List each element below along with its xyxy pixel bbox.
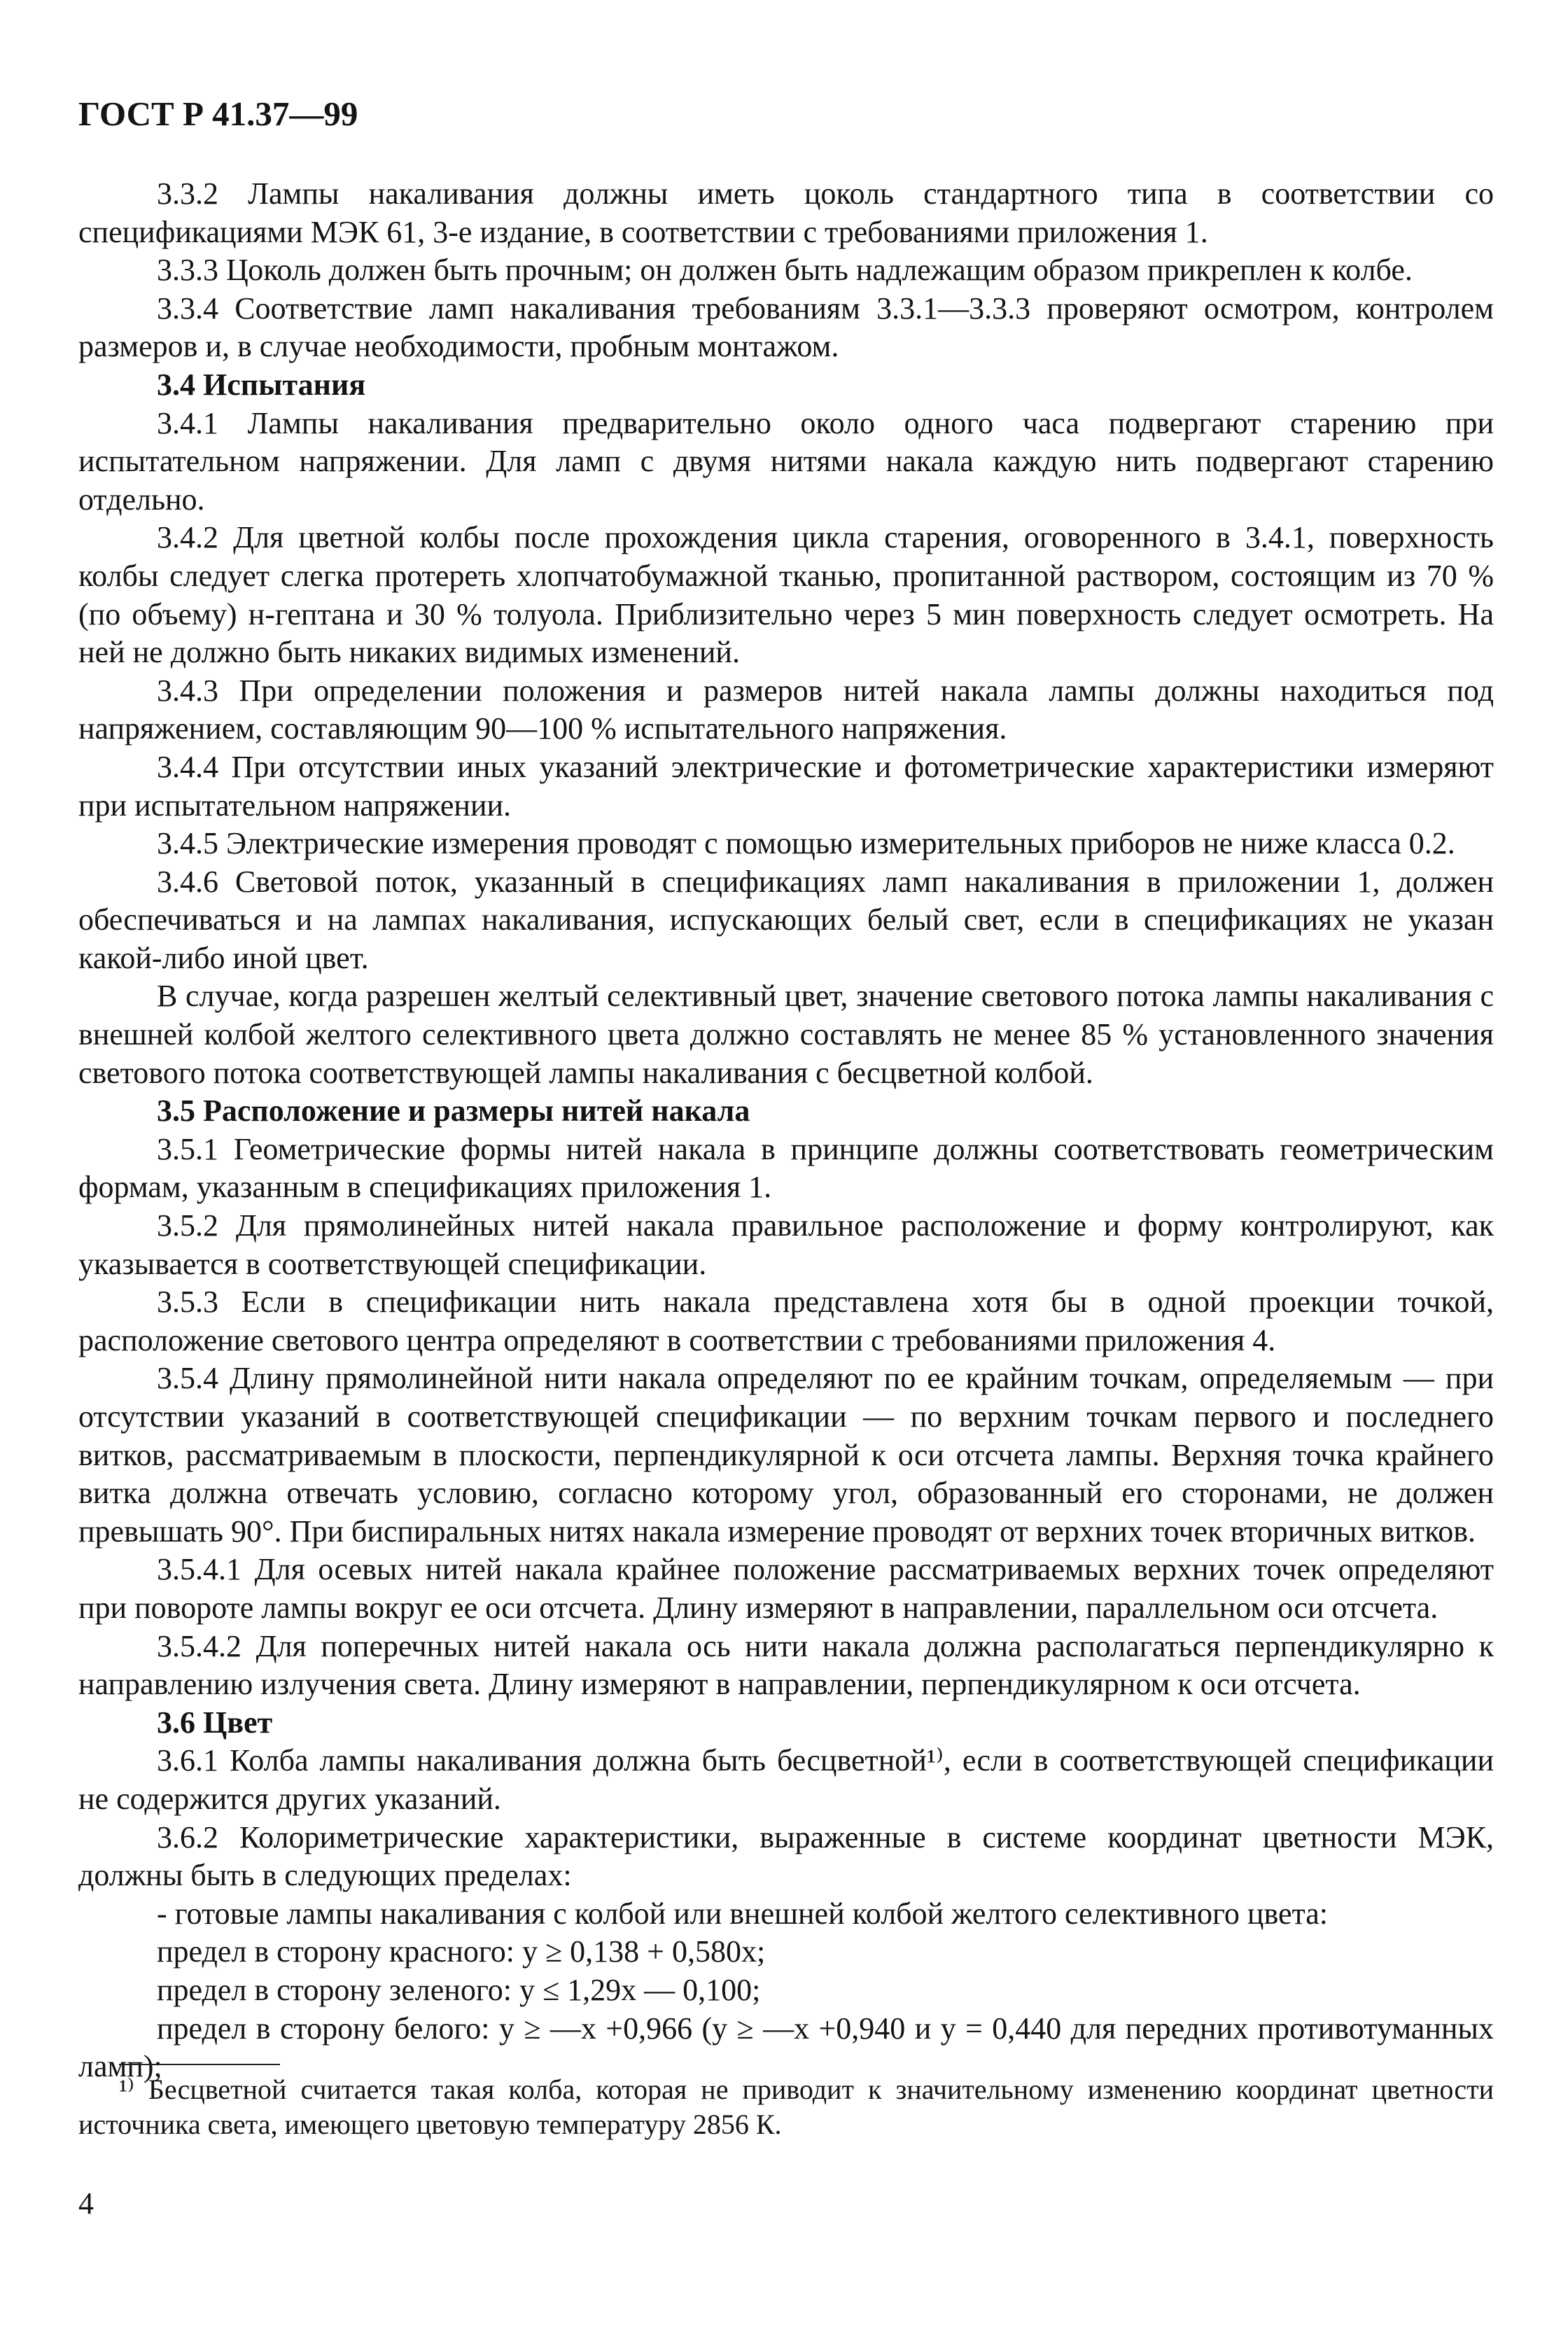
document-body (78, 175, 1494, 2086)
paragraph: 3.5.4.1 Для осевых нитей накала крайнее положение рассматриваемых верхних точек определяют при повороте лампы вокруг ее оси отсчета. Длину измеряют в направлении, параллельном оси отсчета. (78, 1552, 1494, 1625)
footnote: ¹⁾ Бесцветной считается такая колба, которая не приводит к значительному изменению координат цветности источника света, имеющего цветовую температуру 2856 К. (78, 2074, 1494, 2140)
paragraph: предел в сторону белого: y ≥ —x +0,966 (y ≥ —x +0,940 и y = 0,440 для передних противотуманных ламп); (78, 2011, 1494, 2084)
paragraph: 3.5.2 Для прямолинейных нитей накала правильное расположение и форму контролируют, как указывается в соответствующей спецификации. (78, 1208, 1494, 1281)
paragraph: 3.4.3 При определении положения и размеров нитей накала лампы должны находиться под напряжением, составляющим 90—100 % испытательного напряжения. (78, 673, 1494, 746)
paragraph: 3.4.5 Электрические измерения проводят с помощью измерительных приборов не ниже класса 0.2. (157, 826, 1455, 861)
paragraph: 3.4.1 Лампы накаливания предварительно около одного часа подвергают старению при испытательном напряжении. Для ламп с двумя нитями накала каждую нить подвергают старению отдельно. (78, 405, 1494, 517)
paragraph: предел в сторону красного: y ≥ 0,138 + 0,580x; (157, 1934, 766, 1969)
paragraph: предел в сторону зеленого: y ≤ 1,29x — 0,100; (157, 1972, 761, 2007)
paragraph: 3.3.4 Соответствие ламп накаливания требованиям 3.3.1—3.3.3 проверяют осмотром, контролем размеров и, в случае необходимости, пробным монтажом. (78, 291, 1494, 364)
paragraph: 3.4.4 При отсутствии иных указаний электрические и фотометрические характеристики измеряют при испытательном напряжении. (78, 749, 1494, 823)
paragraph: 3.6.2 Колориметрические характеристики, выраженные в системе координат цветности МЭК, должны быть в следующих пределах: (78, 1819, 1494, 1893)
document-header: ГОСТ Р 41.37—99 (78, 95, 358, 133)
paragraph: 3.5.4 Длину прямолинейной нити накала определяют по ее крайним точкам, определяемым — при отсутствии указаний в соответствующей спецификации — по верхним точкам первого и последнего витков, рассматриваемым в плоскости, перпендикулярной к оси отсчета лампы. Верхняя точка крайнего витка должна отвечать условию, согласно которому угол, образованный его сторонами, не должен превышать 90°. При биспиральных нитях накала измерение проводят от верхних точек вторичных витков. (78, 1361, 1494, 1549)
page-number: 4 (78, 2186, 94, 2221)
footnote-divider (119, 2064, 280, 2065)
paragraph: 3.5.4.2 Для поперечных нитей накала ось нити накала должна располагаться перпендикулярно к направлению излучения света. Длину измеряют в направлении, перпендикулярном к оси отсчета. (78, 1628, 1494, 1702)
section-heading: 3.4 Испытания (157, 367, 366, 402)
section-heading: 3.6 Цвет (157, 1705, 273, 1740)
section-heading: 3.5 Расположение и размеры нитей накала (157, 1093, 750, 1128)
paragraph: 3.6.1 Колба лампы накаливания должна быть бесцветной¹⁾, если в соответствующей спецификации не содержится других указаний. (78, 1743, 1494, 1816)
paragraph: 3.5.1 Геометрические формы нитей накала в принципе должны соответствовать геометрическим формам, указанным в спецификациях приложения 1. (78, 1131, 1494, 1205)
paragraph: 3.4.6 Световой поток, указанный в спецификациях ламп накаливания в приложении 1, должен обеспечиваться и на лампах накаливания, испускающих белый свет, если в спецификациях не указан какой-либо иной цвет. (78, 864, 1494, 975)
paragraph: - готовые лампы накаливания с колбой или внешней колбой желтого селективного цвета: (157, 1896, 1329, 1931)
paragraph: В случае, когда разрешен желтый селективный цвет, значение светового потока лампы накаливания с внешней колбой желтого селективного цвета должно составлять не менее 85 % установленного значения светового потока соответствующей лампы накаливания с бесцветной колбой. (78, 979, 1494, 1090)
paragraph: 3.5.3 Если в спецификации нить накала представлена хотя бы в одной проекции точкой, расположение светового центра определяют в соответствии с требованиями приложения 4. (78, 1285, 1494, 1357)
paragraph: 3.3.3 Цоколь должен быть прочным; он должен быть надлежащим образом прикреплен к колбе. (157, 253, 1413, 288)
paragraph: 3.4.2 Для цветной колбы после прохождения цикла старения, оговоренного в 3.4.1, поверхность колбы следует слегка протереть хлопчатобумажной тканью, пропитанной раствором, состоящим из 70 % (по объему) н-гептана и 30 % толуола. Приблизительно через 5 мин поверхность следует осмотреть. На ней не должно быть никаких видимых изменений. (78, 520, 1494, 670)
paragraph: 3.3.2 Лампы накаливания должны иметь цоколь стандартного типа в соответствии со спецификациями МЭК 61, 3-е издание, в соответствии с требованиями приложения 1. (78, 176, 1494, 249)
